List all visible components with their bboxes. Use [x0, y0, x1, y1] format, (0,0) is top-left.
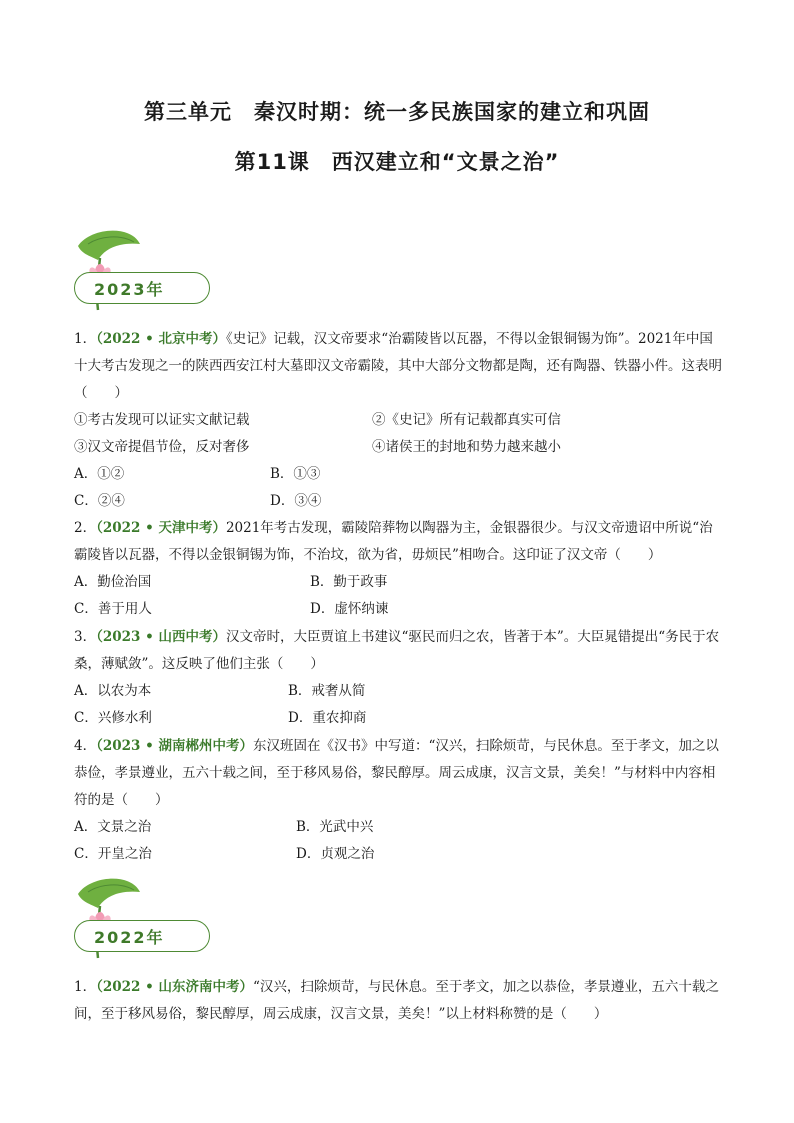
lesson-title: 第11课 西汉建立和“文景之治” [234, 150, 560, 174]
option-d[interactable]: D．③④ [270, 493, 322, 509]
question-4: 4．（2023 • 湖南郴州中考）东汉班固在《汉书》中写道：“汉兴，扫除烦苛，与民休息。至于孝文，加之以恭俭，孝景遵业，五六十载之间，至于移风易俗，黎民醇厚。周云成康，汉言文景，美矣！”与材料中内容相符的是（ ） [74, 738, 719, 808]
year-badge-2023 [60, 226, 260, 316]
option-a[interactable]: A．①② [74, 466, 125, 482]
year-label: 2023年 [94, 280, 165, 299]
option-c[interactable]: C．②④ [74, 493, 125, 509]
question-1: 1．（2022 • 北京中考）《史记》记载，汉文帝要求“治霸陵皆以瓦器，不得以金银铜锡为饰”。2021年中国十大考古发现之一的陕西西安江村大墓即汉文帝霸陵，其中大部分文物都是陶，还有陶器、铁器小件。这表明（ ） [74, 331, 722, 401]
option-b[interactable]: B．勤于政事 [310, 574, 388, 590]
option-a[interactable]: A．以农为本 [74, 683, 152, 699]
option-b[interactable]: B．①③ [270, 466, 321, 482]
year-badge-2022 [60, 874, 260, 964]
option-c[interactable]: C．兴修水利 [74, 710, 152, 726]
option-d[interactable]: D．虚怀纳谏 [310, 601, 389, 617]
option-d[interactable]: D．重农抑商 [288, 710, 367, 726]
unit-title: 第三单元 秦汉时期：统一多民族国家的建立和巩固 [144, 100, 650, 124]
question-1: 1．（2022 • 山东济南中考）“汉兴，扫除烦苛，与民休息。至于孝文，加之以恭俭，孝景遵业，五六十载之间，至于移风易俗，黎民醇厚，周云成康，汉言文景，美矣！”以上材料称赞的是（ ） [74, 979, 719, 1022]
option-a[interactable]: A．勤俭治国 [74, 574, 152, 590]
option-c[interactable]: C．开皇之治 [74, 846, 152, 862]
year-label: 2022年 [94, 928, 165, 947]
question-2: 2．（2022 • 天津中考）2021年考古发现，霸陵陪葬物以陶器为主，金银器很少。与汉文帝遗诏中所说“治霸陵皆以瓦器，不得以金银铜锡为饰，不治坟，欲为省，毋烦民”相吻合。这印证了汉文帝（ ） [74, 520, 713, 563]
option-c[interactable]: C．善于用人 [74, 601, 152, 617]
option-d[interactable]: D．贞观之治 [296, 846, 375, 862]
option-b[interactable]: B．戒奢从简 [288, 683, 366, 699]
option-a[interactable]: A．文景之治 [74, 819, 152, 835]
option-b[interactable]: B．光武中兴 [296, 819, 374, 835]
question-3: 3．（2023 • 山西中考）汉文帝时，大臣贾谊上书建议“驱民而归之农，皆著于本”。大臣晁错提出“务民于农桑，薄赋敛”。这反映了他们主张（ ） [74, 629, 720, 672]
